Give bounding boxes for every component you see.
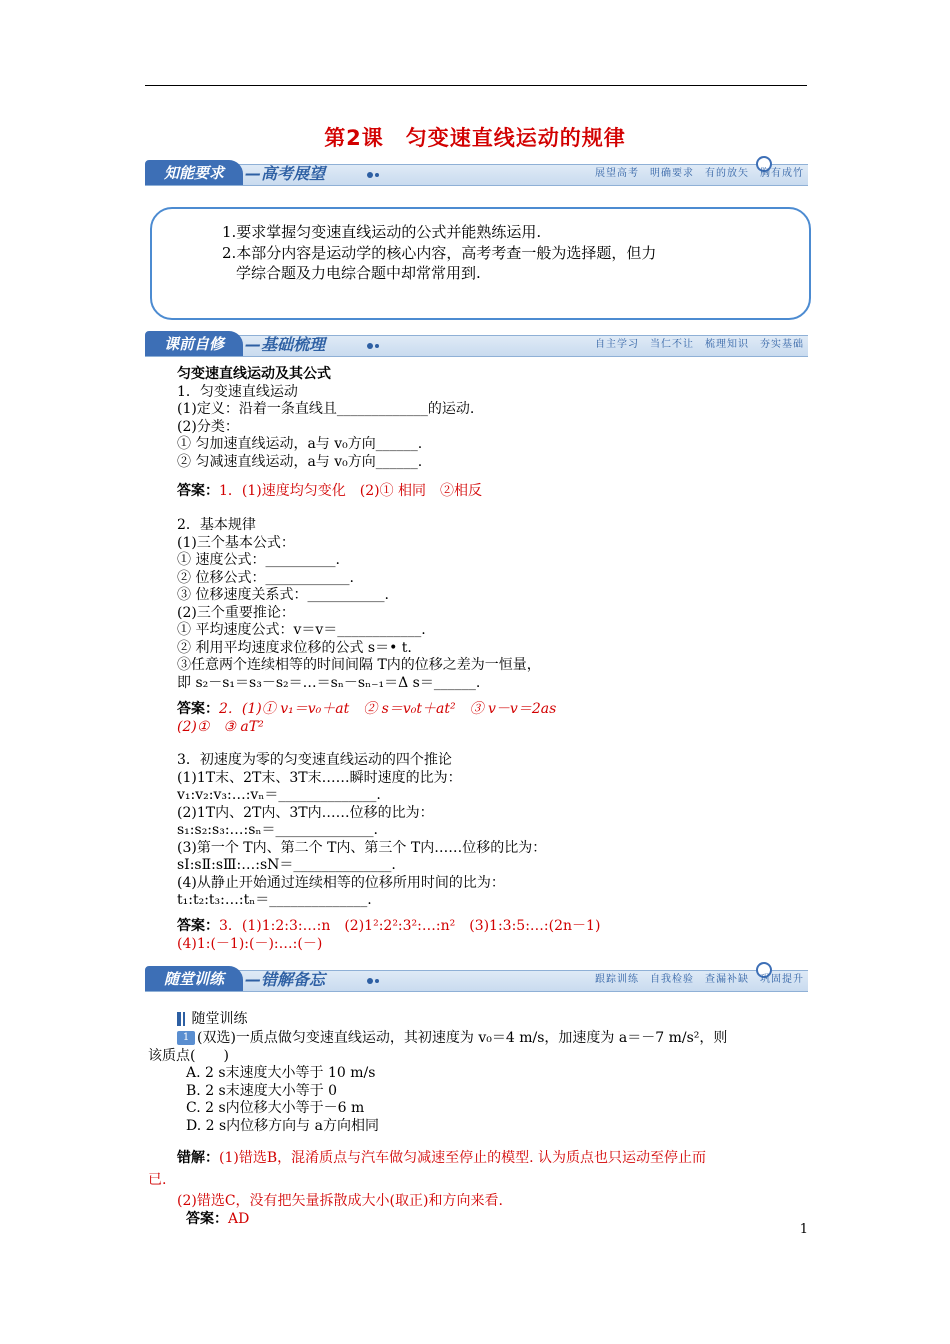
option-b: B. 2 s末速度大小等于 0	[186, 1082, 338, 1099]
banner-subtitle: —高考展望	[245, 164, 326, 183]
question-stem: (双选)一质点做匀变速直线运动，其初速度为 v₀＝4 m/s，加速度为 a＝－7 m/s²，则	[197, 1030, 728, 1046]
dot-icon	[367, 978, 373, 984]
requirement-2-cont: 学综合题及力电综合题中却常常用到.	[236, 264, 481, 282]
requirement-2: 2.本部分内容是运动学的核心内容，高考考查一般为选择题，但力	[222, 244, 657, 262]
answer-label: 答案：	[177, 483, 219, 499]
section-1	[177, 366, 797, 471]
text-line: 即 s₂－s₁＝s₃－s₂＝…＝sₙ－sₙ₋₁＝Δ s＝______.	[177, 674, 481, 691]
banner-practice	[145, 966, 808, 992]
section-2	[177, 517, 797, 692]
text-line: ① 速度公式：__________.	[177, 552, 340, 568]
section-marker-icon	[177, 1012, 181, 1026]
question-stem-cont: 该质点( )	[148, 1047, 229, 1064]
answer-text: 1．(1)速度均匀变化 (2)① 相同 ②相反	[219, 483, 483, 499]
text-line: ③任意两个连续相等的时间间隔 T内的位移之差为一恒量，	[177, 657, 541, 673]
section-heading: 匀变速直线运动及其公式	[177, 366, 331, 382]
banner-basics	[145, 331, 808, 357]
banner-subtitle: —错解备忘	[245, 970, 326, 989]
text-line: (2)分类：	[177, 418, 239, 435]
section-marker-icon	[183, 1012, 185, 1026]
text-line: ① 平均速度公式：v＝v＝____________.	[177, 622, 426, 638]
text-line: ③ 位移速度关系式：___________.	[177, 587, 389, 603]
banner-tag: 知能要求	[145, 160, 243, 185]
banner-subtitle: —基础梳理	[245, 335, 326, 354]
section-3	[177, 752, 797, 910]
answer-text: 2．(1)① v₁＝v₀＋at ② s＝v₀t＋at² ③ v－v＝2as	[219, 701, 557, 717]
requirement-1: 1.要求掌握匀变速直线运动的公式并能熟练运用.	[222, 223, 542, 241]
text-line: (1)1T末、2T末、3T末……瞬时速度的比为：	[177, 769, 462, 786]
option-a: A. 2 s末速度大小等于 10 m/s	[186, 1065, 376, 1081]
text-line: ② 利用平均速度求位移的公式 s＝• t.	[177, 639, 412, 656]
text-line: s₁:s₂:s₃:…:sₙ＝______________.	[177, 822, 378, 838]
answer-2	[177, 701, 797, 736]
banner-requirements	[145, 160, 808, 186]
error-text-2: (2)错选C，没有把矢量拆散成大小(取正)和方向来看.	[177, 1193, 503, 1209]
page-number: 1	[799, 1222, 808, 1237]
banner-slogan: 自主学习 当仁不让 梳理知识 夯实基础	[595, 339, 804, 350]
dot-icon	[367, 343, 373, 349]
text-line: ① 匀加速直线运动，a与 v₀方向______.	[177, 436, 423, 452]
question-1	[148, 1030, 810, 1135]
error-text: (1)错选B，混淆质点与汽车做匀减速至停止的模型. 认为质点也只运动至停止而	[219, 1150, 707, 1166]
text-line: (2)1T内、2T内、3T内……位移的比为：	[177, 804, 434, 821]
text-line: 1．匀变速直线运动	[177, 383, 298, 400]
answer-text-cont: (4)1:(－1):(－):…:(－)	[177, 935, 323, 952]
answer-text: AD	[228, 1210, 250, 1227]
banner-tag: 随堂训练	[145, 966, 243, 991]
dot-icon	[375, 173, 379, 177]
requirements-box	[150, 207, 811, 320]
text-line: sⅠ:sⅡ:sⅢ:…:sN＝______________.	[177, 857, 396, 873]
text-line: (3)第一个 T内、第二个 T内、第三个 T内……位移的比为：	[177, 839, 547, 856]
answer-text: 3．(1)1:2:3:…:n (2)1²:2²:3²:…:n² (3)1:3:5:…:(2n－1)	[219, 918, 601, 934]
error-label: 错解：	[177, 1150, 219, 1166]
dot-icon	[367, 172, 373, 178]
text-line: (2)三个重要推论：	[177, 604, 295, 621]
answer-text-cont: (2)① ③ aT²	[177, 718, 264, 735]
option-c: C. 2 s内位移大小等于－6 m	[186, 1100, 365, 1116]
banner-tag: 课前自修	[145, 331, 243, 356]
header-rule	[145, 85, 807, 86]
page-title: 第2课 匀变速直线运动的规律	[324, 126, 626, 150]
error-text-cont: 已.	[148, 1171, 167, 1188]
error-analysis	[148, 1150, 810, 1228]
practice-heading: 随堂训练	[191, 1011, 248, 1027]
dot-icon	[375, 979, 379, 983]
option-d: D. 2 s内位移方向与 a方向相同	[186, 1117, 379, 1134]
text-line: t₁:t₂:t₃:…:tₙ＝______________.	[177, 892, 372, 908]
text-line: (1)定义：沿着一条直线且_____________的运动.	[177, 401, 475, 417]
text-line: ② 位移公式：____________.	[177, 569, 354, 586]
text-line: 2．基本规律	[177, 517, 256, 533]
banner-slogan: 展望高考 明确要求 有的放矢 胸有成竹	[595, 168, 804, 179]
text-line: (4)从静止开始通过连续相等的位移所用时间的比为：	[177, 874, 505, 891]
banner-slogan: 跟踪训练 自我检验 查漏补缺 巩固提升	[595, 974, 804, 985]
dot-icon	[375, 344, 379, 348]
text-line: (1)三个基本公式：	[177, 534, 295, 551]
text-line: 3．初速度为零的匀变速直线运动的四个推论	[177, 752, 452, 768]
text-line: ② 匀减速直线运动，a与 v₀方向______.	[177, 453, 423, 470]
answer-label: 答案：	[177, 701, 219, 717]
answer-label: 答案：	[177, 918, 219, 934]
question-number-badge: 1	[177, 1031, 195, 1045]
practice-heading-row	[177, 1011, 247, 1029]
answer-1	[177, 483, 797, 501]
text-line: v₁:v₂:v₃:…:vₙ＝______________.	[177, 787, 381, 803]
answer-3	[177, 918, 797, 953]
answer-label: 答案：	[186, 1210, 228, 1227]
